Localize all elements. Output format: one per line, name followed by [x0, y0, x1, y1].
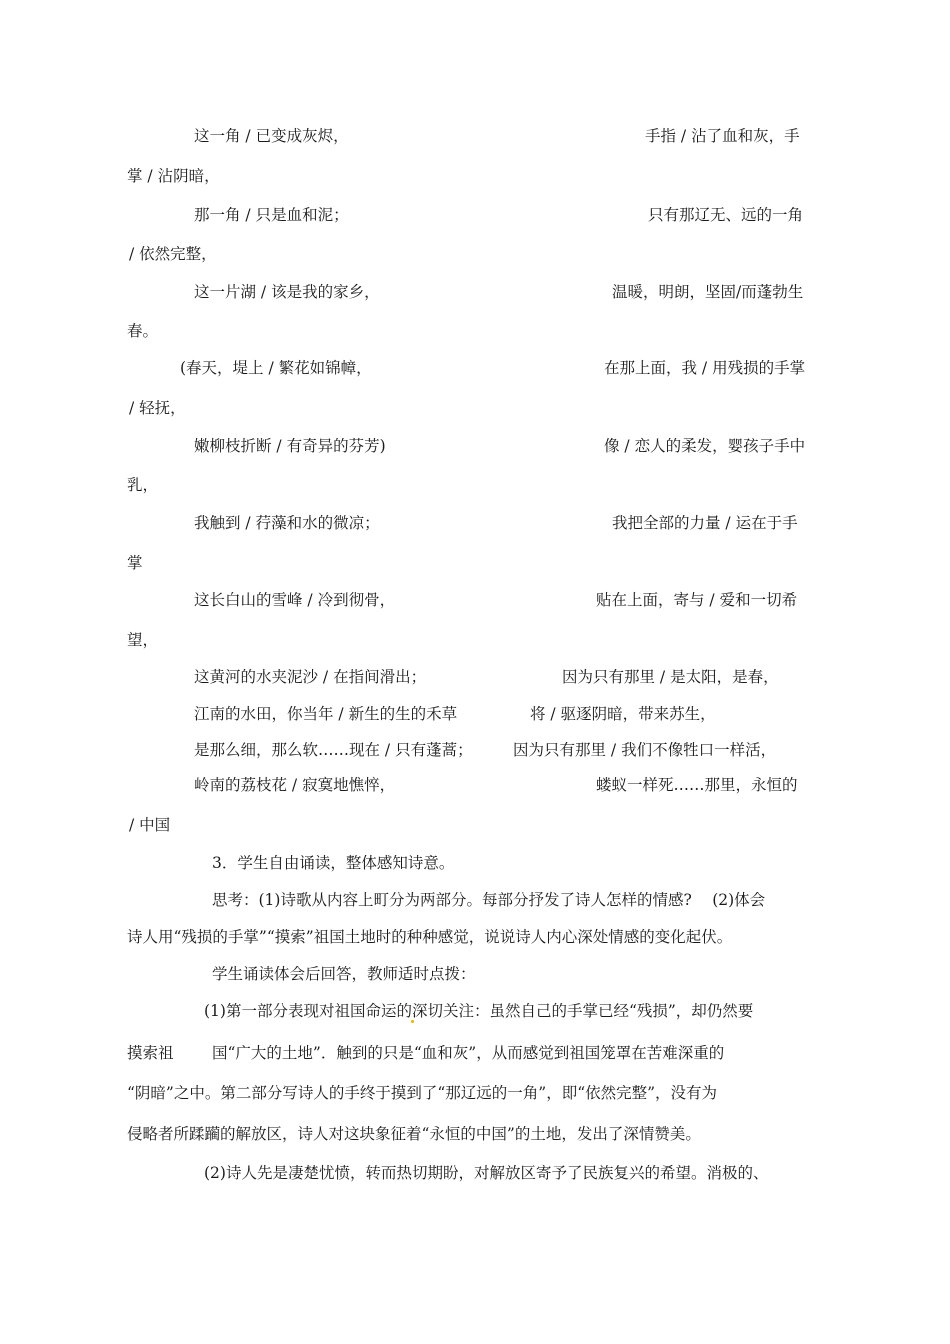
- poem-wrap-line: 乳，: [127, 476, 159, 494]
- paragraph-line: 国“广大的土地”．触到的只是“血和灰”，从而感觉到祖国笼罩在苦难深重的: [212, 1044, 725, 1062]
- poem-wrap-line: 掌: [127, 554, 143, 572]
- poem-left-line: 这一角 / 已变成灰烬，: [194, 127, 349, 145]
- poem-left-line: 我触到 / 荇藻和水的微凉；: [194, 514, 380, 532]
- poem-right-line: 只有那辽无、远的一角: [648, 206, 804, 224]
- poem-wrap-line: 掌 / 沾阴暗，: [127, 167, 220, 185]
- poem-wrap-line: / 轻抚，: [129, 399, 186, 417]
- paragraph-line: “阴暗”之中。第二部分写诗人的手终于摸到了“那辽远的一角”，即“依然完整”，没有为: [127, 1084, 718, 1102]
- paragraph-line: 学生诵读体会后回答，教师适时点拨：: [212, 965, 476, 983]
- poem-left-line: (春天，堤上 / 繁花如锦幛，: [180, 359, 372, 377]
- paragraph-line: (1)第一部分表现对祖国命运的深切关注：虽然自己的手掌已经“残损”，却仍然要: [204, 1002, 754, 1020]
- poem-right-line: 蝼蚁一样死……那里，永恒的: [596, 776, 798, 794]
- poem-left-line: 江南的水田，你当年 / 新生的生的禾草: [194, 705, 458, 723]
- poem-left-line: 这长白山的雪峰 / 冷到彻骨，: [194, 591, 396, 609]
- poem-wrap-line: / 依然完整，: [129, 245, 217, 263]
- poem-left-line: 岭南的荔枝花 / 寂寞地憔悴，: [194, 776, 396, 794]
- section-heading: 3．学生自由诵读，整体感知诗意。: [212, 854, 455, 872]
- paragraph-line: 侵略者所蹂躏的解放区，诗人对这块象征着“永恒的中国”的土地，发出了深情赞美。: [127, 1125, 701, 1143]
- poem-right-line: 贴在上面，寄与 / 爱和一切希: [596, 591, 798, 609]
- poem-right-line: 我把全部的力量 / 运在于手: [612, 514, 798, 532]
- poem-left-line: 那一角 / 只是血和泥；: [194, 206, 349, 224]
- paragraph-line: 摸索祖: [127, 1044, 174, 1062]
- poem-right-line: 温暖，明朗，坚固/而蓬勃生: [612, 283, 804, 301]
- paragraph-line: 诗人用“残损的手掌”“摸索”祖国土地时的种种感觉，说说诗人内心深处情感的变化起伏。: [127, 928, 733, 946]
- highlight-mark: [411, 1020, 414, 1023]
- poem-right-line: 像 / 恋人的柔发，婴孩子手中: [604, 437, 806, 455]
- poem-wrap-line: 望，: [127, 631, 159, 649]
- poem-left-line: 这一片湖 / 该是我的家乡，: [194, 283, 380, 301]
- poem-wrap-line: 春。: [127, 322, 159, 340]
- paragraph-line: 思考：(1)诗歌从内容上町分为两部分。每部分抒发了诗人怎样的情感? (2)体会: [212, 891, 766, 909]
- poem-right-line: 因为只有那里 / 我们不像牲口一样活，: [513, 741, 777, 759]
- poem-right-line: 因为只有那里 / 是太阳，是春，: [562, 668, 779, 686]
- poem-right-line: 手指 / 沾了血和灰，手: [645, 127, 800, 145]
- poem-right-line: 将 / 驱逐阴暗，带来苏生，: [530, 705, 716, 723]
- poem-right-line: 在那上面，我 / 用残损的手掌: [604, 359, 806, 377]
- paragraph-line: (2)诗人先是凄楚忧愤，转而热切期盼，对解放区寄予了民族复兴的希望。消极的、: [204, 1164, 769, 1182]
- poem-left-line: 是那么细，那么软……现在 / 只有蓬蒿；: [194, 741, 473, 759]
- poem-wrap-line: / 中国: [129, 816, 171, 834]
- poem-left-line: 嫩柳枝折断 / 有奇异的芬芳): [194, 437, 386, 455]
- poem-left-line: 这黄河的水夹泥沙 / 在指间滑出；: [194, 668, 427, 686]
